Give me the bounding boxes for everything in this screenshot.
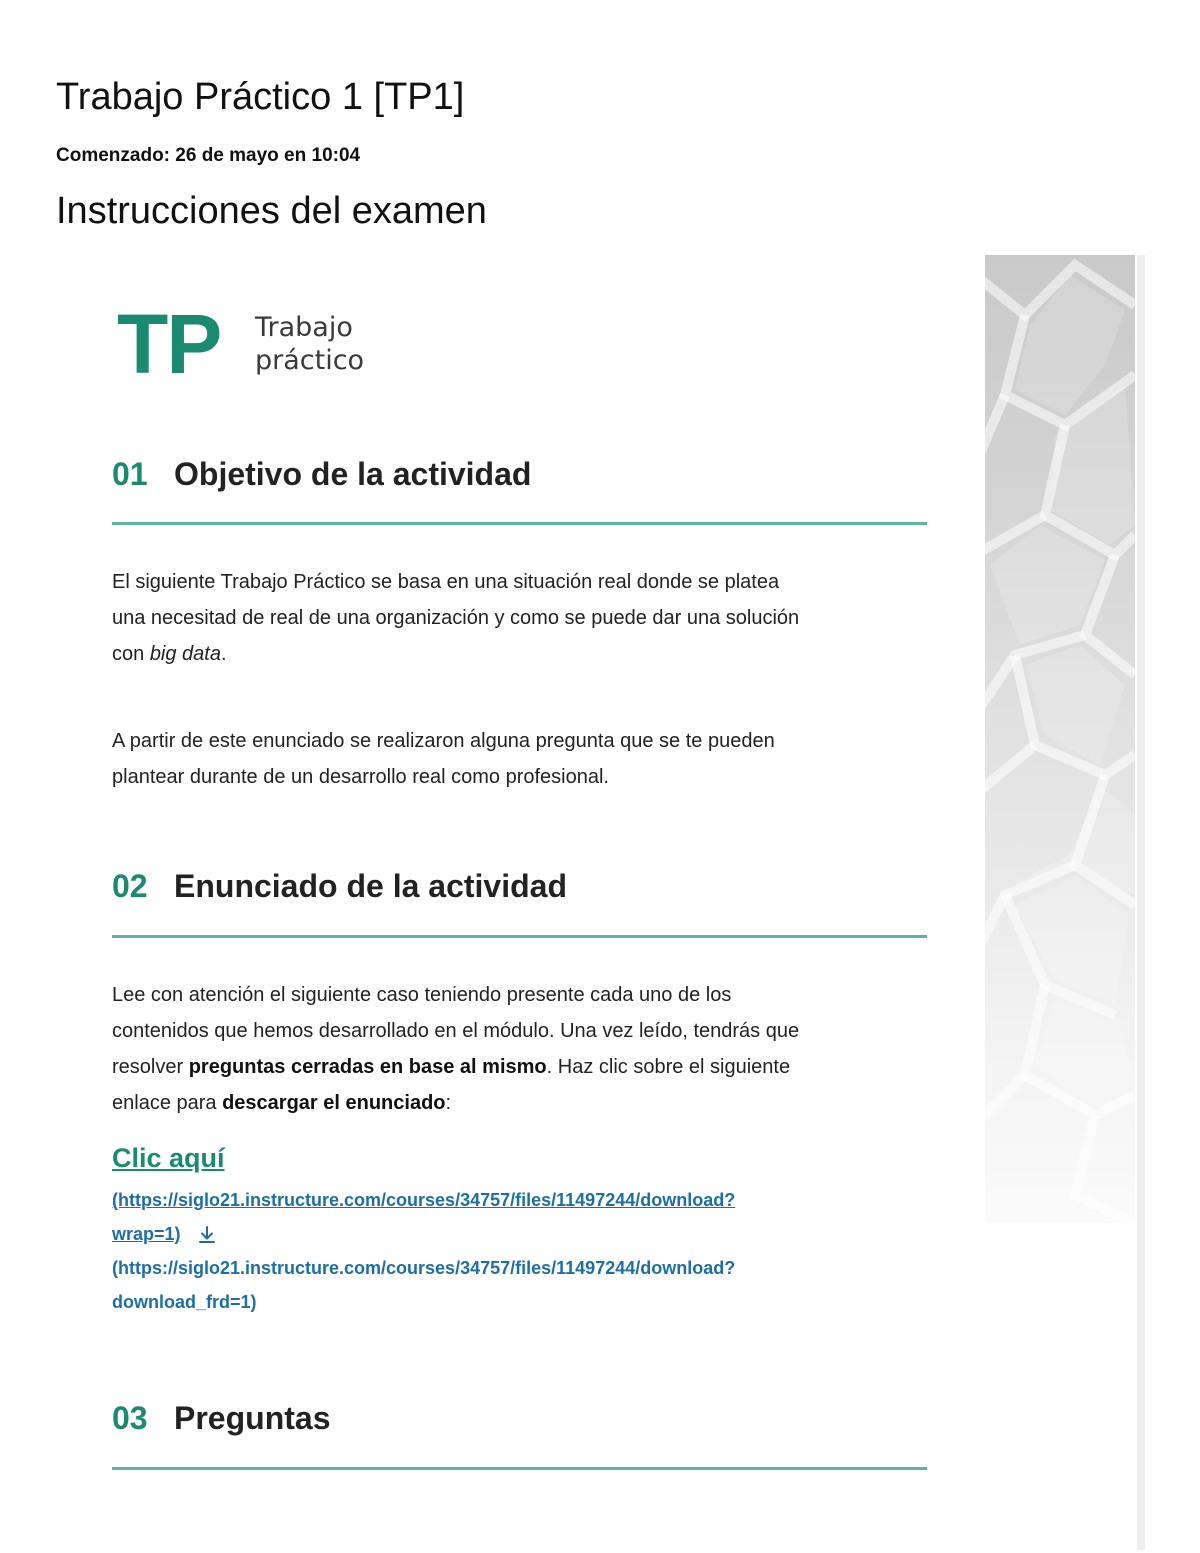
tp-logo <box>117 297 417 391</box>
section-02-header <box>112 866 927 906</box>
section-title: Preguntas <box>174 1400 331 1436</box>
download-link-url-part-1[interactable]: (https://siglo21.instructure.com/courses/34757/files/11497244/download? <box>112 1258 736 1278</box>
click-here-link[interactable]: Clic aquí <box>112 1143 225 1173</box>
text-line: El siguiente Trabajo Práctico se basa en una situación real donde se platea <box>112 571 780 593</box>
file-link-url-part-2[interactable] <box>112 1217 218 1251</box>
bold-phrase: descargar el enunciado <box>222 1092 446 1114</box>
section-divider <box>112 935 927 938</box>
tp-logo-word-2: práctico <box>255 345 365 376</box>
section-title: Objetivo de la actividad <box>174 456 532 492</box>
text-line: con <box>112 643 150 665</box>
section-01-header <box>112 454 927 494</box>
section-title: Enunciado de la actividad <box>174 868 567 904</box>
italic-term: big data <box>149 643 221 665</box>
section-divider <box>112 522 927 525</box>
architecture-pattern <box>985 255 1135 1223</box>
tp-logo-word-1: Trabajo <box>255 312 353 343</box>
section-number: 03 <box>112 1400 148 1436</box>
tp-logo-letters: TP <box>117 297 221 391</box>
instructions-title: Instrucciones del examen <box>56 190 487 232</box>
section-03-header <box>112 1398 927 1438</box>
text-line: enlace para <box>112 1092 223 1114</box>
section-number: 01 <box>112 456 148 492</box>
statement-paragraph <box>112 977 927 1121</box>
started-timestamp: Comenzado: 26 de mayo en 10:04 <box>56 145 361 166</box>
text-line: A partir de este enunciado se realizaron alguna pregunta que se te pueden <box>112 730 775 752</box>
text-line: : <box>445 1092 452 1114</box>
page-title: Trabajo Práctico 1 [TP1] <box>56 76 465 118</box>
bold-phrase: preguntas cerradas en base al mismo <box>188 1056 547 1078</box>
objective-paragraph-1 <box>112 564 927 672</box>
text-line: plantear durante de un desarrollo real como profesional. <box>112 766 609 788</box>
text-line: contenidos que hemos desarrollado en el módulo. Una vez leído, tendrás que <box>112 1020 800 1042</box>
download-icon[interactable] <box>196 1224 218 1246</box>
objective-paragraph-2 <box>112 723 927 795</box>
file-link-url-end[interactable]: wrap=1) <box>112 1224 181 1244</box>
text-line: . <box>220 643 227 665</box>
section-divider <box>112 1467 927 1470</box>
file-link-url-part-1[interactable]: (https://siglo21.instructure.com/courses/34757/files/11497244/download? <box>112 1190 736 1210</box>
section-number: 02 <box>112 868 148 904</box>
scrollbar-track[interactable] <box>1137 255 1145 1550</box>
text-line: . Haz clic sobre el siguiente <box>546 1056 791 1078</box>
text-line: una necesitad de real de una organización y como se puede dar una solución <box>112 607 800 629</box>
tp-logo-words <box>255 311 364 377</box>
text-line: Lee con atención el siguiente caso teniendo presente cada uno de los <box>112 984 732 1006</box>
download-link-url-part-2[interactable]: download_frd=1) <box>112 1292 257 1312</box>
decorative-side-image <box>985 255 1135 1223</box>
text-line: resolver <box>112 1056 189 1078</box>
